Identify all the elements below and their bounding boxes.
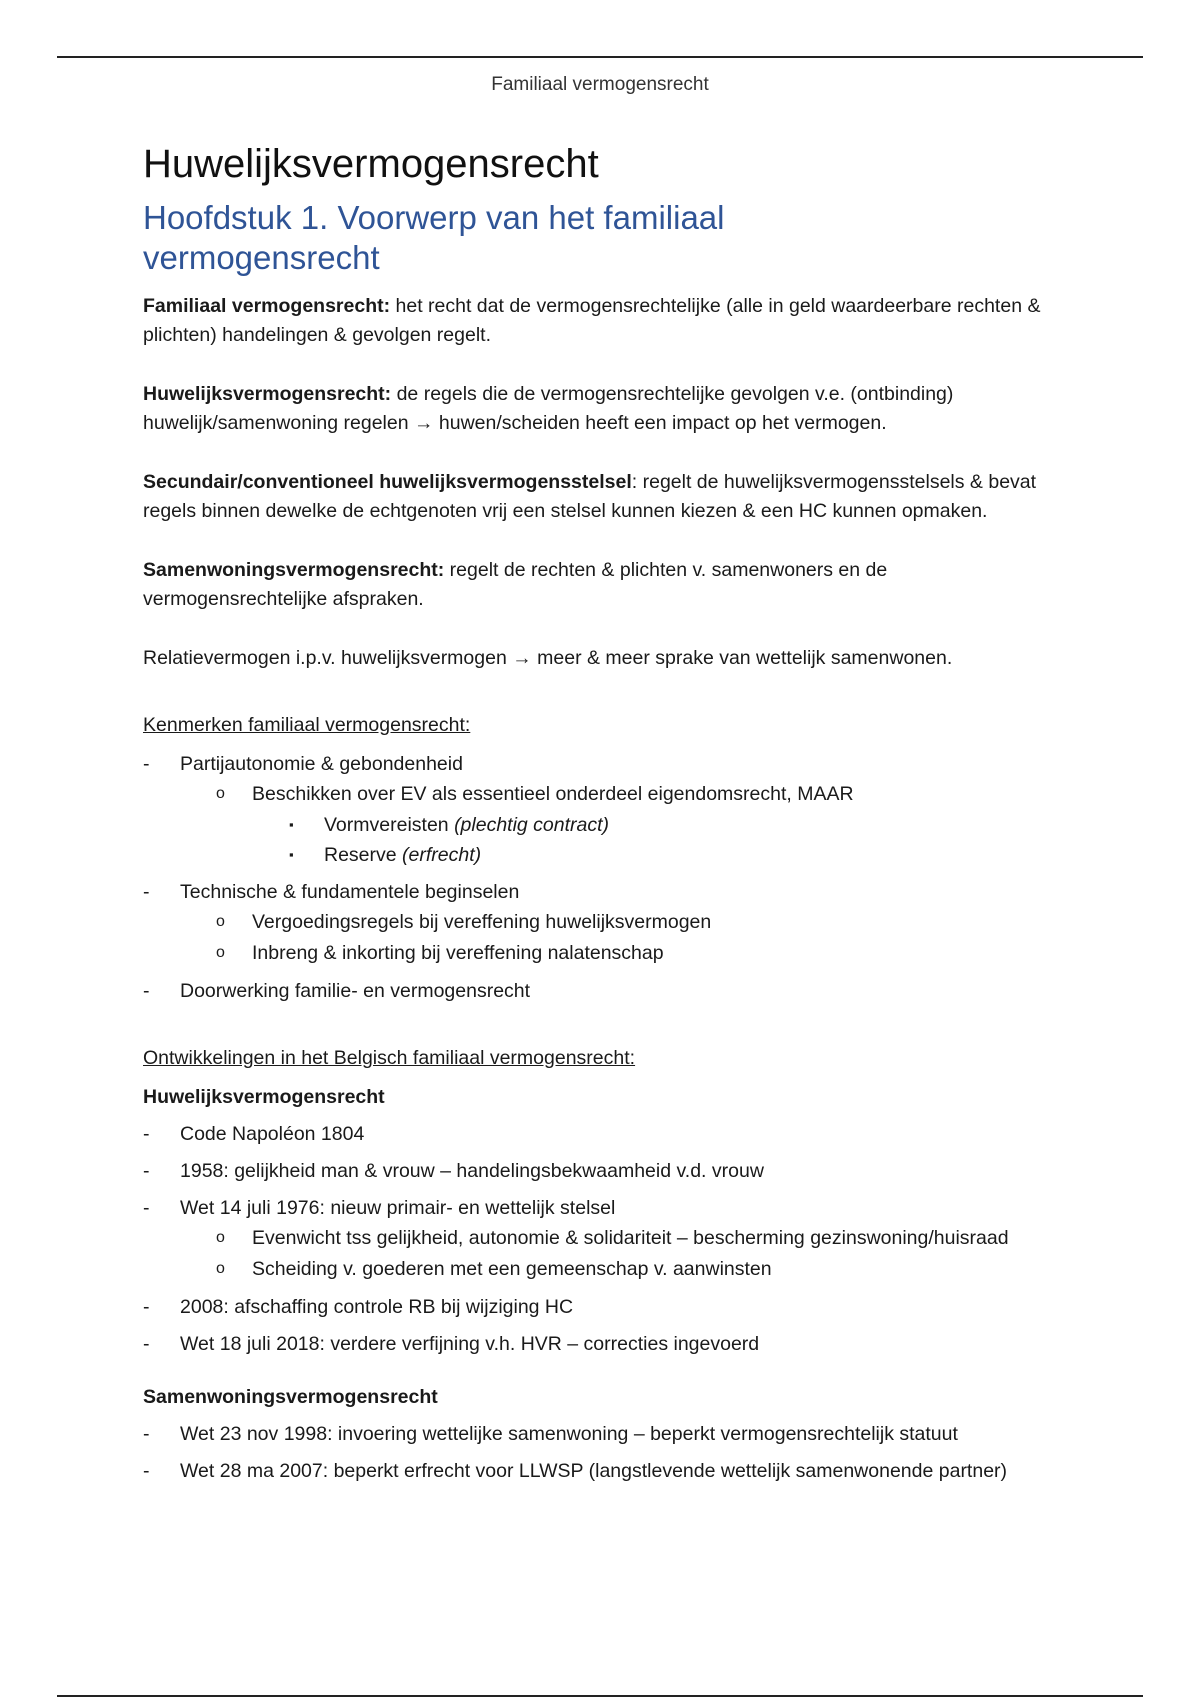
list-item <box>143 1420 1063 1449</box>
sub-list-item <box>216 1223 1063 1254</box>
list-item-text: Wet 14 juli 1976: nieuw primair- en wettelijk stelsel <box>180 1197 616 1219</box>
document-body <box>143 140 1063 1494</box>
kenmerken-title: Kenmerken familiaal vermogensrecht: <box>143 714 471 736</box>
sub-sub-item-text: Vormvereisten <box>324 814 455 836</box>
definition-term: Huwelijksvermogensrecht: <box>143 383 392 405</box>
list-item <box>143 1120 1063 1149</box>
svr-subheading-text: Samenwoningsvermogensrecht <box>143 1386 438 1408</box>
list-item-text: Wet 23 nov 1998: invoering wettelijke samenwoning – beperkt vermogensrechtelijk statuut <box>180 1423 958 1445</box>
ontwikkelingen-title: Ontwikkelingen in het Belgisch familiaal vermogensrecht: <box>143 1047 636 1069</box>
list-item-text: 2008: afschaffing controle RB bij wijziging HC <box>180 1296 574 1318</box>
dash-bullet: - <box>143 1296 150 1318</box>
square-bullet: ▪ <box>289 817 294 832</box>
list-item-text: Code Napoléon 1804 <box>180 1123 365 1145</box>
list-item <box>143 1293 1063 1322</box>
sub-sub-list <box>252 810 1063 870</box>
list-item <box>143 977 1063 1006</box>
sub-sub-list-item <box>289 840 1063 870</box>
definition-text: : regelt de huwelijksvermogensstelsels & bevat regels binnen dewelke de echtgenoten vrij een stelsel kunnen kiezen & een HC kunnen opmaken. <box>143 471 1037 522</box>
dash-bullet: - <box>143 1123 150 1145</box>
definition-secundair <box>143 468 1063 526</box>
definition-term: Familiaal vermogensrecht: <box>143 295 391 317</box>
definition-samenwoning <box>143 556 1063 614</box>
sub-item-text: Inbreng & inkorting bij vereffening nalatenschap <box>252 942 664 964</box>
list-item-text: Technische & fundamentele beginselen <box>180 881 520 903</box>
circle-bullet: o <box>216 1260 225 1277</box>
definition-text: het recht dat de vermogensrechtelijke (alle in geld waardeerbare rechten & plichten) handelingen & gevolgen regelt. <box>143 295 1041 346</box>
sub-sub-list-item <box>289 810 1063 840</box>
dash-bullet: - <box>143 1460 150 1482</box>
sub-item-text: Evenwicht tss gelijkheid, autonomie & solidariteit – bescherming gezinswoning/huisraad <box>252 1227 1009 1249</box>
sub-list-item <box>216 938 1063 969</box>
sub-list <box>180 779 1063 870</box>
running-header: Familiaal vermogensrecht <box>491 74 709 95</box>
circle-bullet: o <box>216 1229 225 1246</box>
list-item <box>143 878 1063 969</box>
sub-list-item <box>216 907 1063 938</box>
list-item <box>143 1457 1063 1486</box>
page-title: Huwelijksvermogensrecht <box>143 142 599 186</box>
list-item <box>143 1330 1063 1359</box>
dash-bullet: - <box>143 1333 150 1355</box>
sub-item-text: Scheiding v. goederen met een gemeenschap v. aanwinsten <box>252 1258 772 1280</box>
list-item-text: 1958: gelijkheid man & vrouw – handelingsbekwaamheid v.d. vrouw <box>180 1160 764 1182</box>
sub-list-item <box>216 779 1063 870</box>
footer-rule <box>57 1695 1143 1697</box>
sub-item-text: Vergoedingsregels bij vereffening huwelijksvermogen <box>252 911 712 933</box>
dash-bullet: - <box>143 881 150 903</box>
svr-subheading <box>143 1383 1063 1412</box>
hvr-subheading-text: Huwelijksvermogensrecht <box>143 1086 385 1108</box>
list-item <box>143 1194 1063 1285</box>
list-item-text: Partijautonomie & gebondenheid <box>180 753 463 775</box>
chapter-heading: Hoofdstuk 1. Voorwerp van het familiaal vermogensrecht <box>143 199 725 276</box>
dash-bullet: - <box>143 980 150 1002</box>
circle-bullet: o <box>216 785 225 802</box>
list-item-text: Wet 28 ma 2007: beperkt erfrecht voor LLWSP (langstlevende wettelijk samenwonende partner) <box>180 1460 1008 1482</box>
sub-list-item <box>216 1254 1063 1285</box>
definition-text: regelt de rechten & plichten v. samenwoners en de vermogensrechtelijke afspraken. <box>143 559 888 610</box>
dash-bullet: - <box>143 753 150 775</box>
sub-sub-item-italic: (erfrecht) <box>402 844 482 866</box>
square-bullet: ▪ <box>289 847 294 862</box>
sub-list <box>180 907 1063 969</box>
list-item-text: Wet 18 juli 2018: verdere verfijning v.h. HVR – correcties ingevoerd <box>180 1333 760 1355</box>
list-item <box>143 1157 1063 1186</box>
header-rule <box>57 56 1143 58</box>
svr-list <box>143 1420 1063 1486</box>
hvr-list <box>143 1120 1063 1359</box>
definition-term: Samenwoningsvermogensrecht: <box>143 559 445 581</box>
dash-bullet: - <box>143 1423 150 1445</box>
sub-sub-item-italic: (plechtig contract) <box>454 814 610 836</box>
sub-sub-item-text: Reserve <box>324 844 403 866</box>
dash-bullet: - <box>143 1160 150 1182</box>
relatie-line: Relatievermogen i.p.v. huwelijksvermogen → meer & meer sprake van wettelijk samenwonen. <box>143 647 953 669</box>
sub-list <box>180 1223 1063 1285</box>
definition-huwelijks <box>143 380 1063 438</box>
list-item <box>143 750 1063 870</box>
definition-familiaal <box>143 292 1063 350</box>
circle-bullet: o <box>216 913 225 930</box>
definition-term: Secundair/conventioneel huwelijksvermogensstelsel <box>143 471 632 493</box>
list-item-text: Doorwerking familie- en vermogensrecht <box>180 980 531 1002</box>
hvr-subheading <box>143 1083 1063 1112</box>
definition-text: de regels die de vermogensrechtelijke gevolgen v.e. (ontbinding) huwelijk/samenwoning regelen → huwen/scheiden heeft een impact op het vermogen. <box>143 383 954 434</box>
sub-item-text: Beschikken over EV als essentieel onderdeel eigendomsrecht, MAAR <box>252 783 854 805</box>
dash-bullet: - <box>143 1197 150 1219</box>
circle-bullet: o <box>216 944 225 961</box>
kenmerken-list <box>143 750 1063 1006</box>
